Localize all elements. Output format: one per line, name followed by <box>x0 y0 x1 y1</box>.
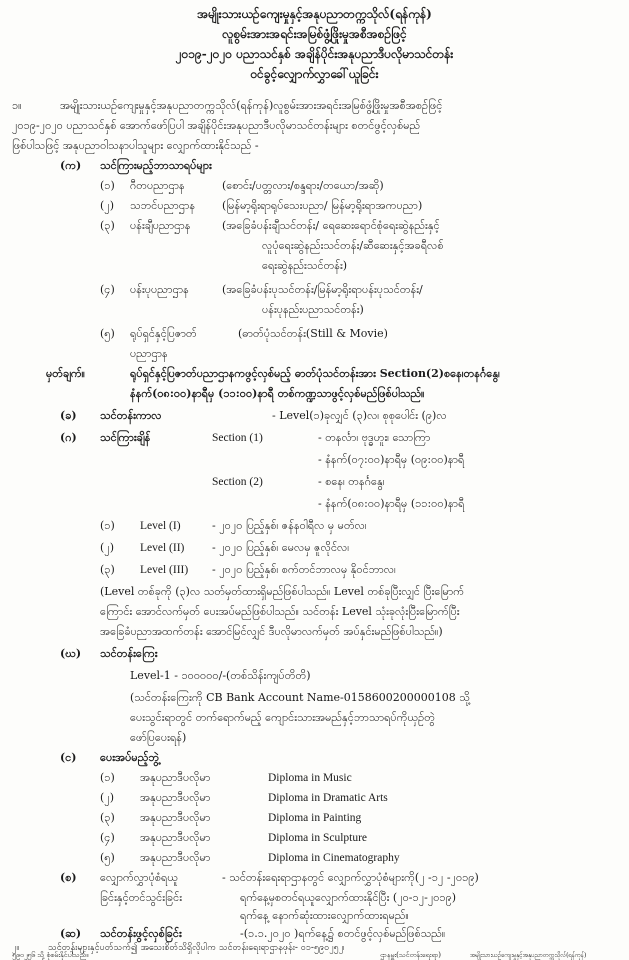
header-line-3: ၂၀၁၉-၂၀၂၀ ပညာသင်နှစ် အချိန်ပိုင်းအနုပညာဒီပလိုမာသင်တန်း <box>175 47 454 61</box>
subject-desc: (အခြေခံပန်းချီသင်တန်း/ ရေဆေးရောင်စုံရေးဆွဲနည်းနှင့် <box>222 219 440 232</box>
subject-desc: (ဓာတ်ပုံသင်တန်း(Still & Movie) <box>238 327 388 340</box>
section-gha-mark: (ဃ) <box>60 647 82 660</box>
course-start-date: -(၁.၁.၂၀၂၀ )ရက်နေ့၌ စတင်ဖွင့်လှစ်မည်ဖြစ်သည်။ <box>240 927 446 940</box>
header-line-2: လူစွမ်းအားအရင်းအမြစ်ဖွံ့ဖြိုးမှုအစီအစဉ်ဖြင့် <box>222 27 407 41</box>
section-2-time: - နံနက်(၀၈:၀၀)နာရီမှ (၁၁:၀၀)နာရီ <box>318 497 465 510</box>
subject-name: ဂီတပညာဌာန <box>130 179 185 192</box>
note-line-1: ရုပ်ရှင်နှင့်ပြဇာတ်ပညာဌာနကဖွင့်လှစ်မည့် ဓာတ်ပုံသင်တန်းအား Section(2)စနေ၊တနင်္ဂနွေ၊ <box>130 367 500 380</box>
section-2-label: Section (2) <box>212 476 263 488</box>
section-1-time: - နံနက်(၀၇:၀၀)နာရီမှ (၀၉:၀၀)နာရီ <box>318 453 465 466</box>
degree-en: Diploma in Painting <box>268 812 362 824</box>
header-line-1: အမျိုးသားယဉ်ကျေးမှုနှင့်အနုပညာတက္ကသိုလ်(ရန်ကုန်) <box>197 7 432 21</box>
section-ga-mark: (ဂ) <box>60 431 77 444</box>
fee-bank-line: (သင်တန်းကြေးကို CB Bank Account Name-0158600200000108 သို့ <box>130 691 470 704</box>
section-hsa-mark: (ဆ) <box>60 927 82 940</box>
section-ka-mark: (က) <box>60 159 82 172</box>
degree-number: (၂) <box>100 791 114 804</box>
degree-mm: အနုပညာဒီပလိုမာ <box>140 831 211 844</box>
subject-desc-cont: ရေးဆွဲနည်းသင်တန်း) <box>262 259 348 272</box>
application-line-1: - သင်တန်းရေးရာဌာနတွင် လျှောက်လွှာပုံစံများကို(၂ -၁၂ -၂၀၁၉) <box>222 871 479 884</box>
level-number: (၃) <box>100 563 115 576</box>
course-duration: - Level(၁)ခုလျှင် (၃)လ၊ စုစုပေါင်း (၉)လ <box>272 409 447 422</box>
subject-desc: (အခြေခံပန်းပုသင်တန်း/မြန်မာ့ရိုးရာပန်းပုသင်တန်း/ <box>222 283 423 296</box>
subject-number: (၁) <box>100 179 115 192</box>
degree-number: (၅) <box>100 851 115 864</box>
para2-line-1: သင်တန်းများနှင့်ပတ်သက်၍ အသေးစိတ်သိရှိလိုပါက သင်တန်းရေးရာဌာနဖုန်း- ၀၁-၅၉၀၂၅၂၊ <box>48 943 345 953</box>
section-sa-mark: (စ) <box>60 871 77 884</box>
subject-number: (၅) <box>100 327 115 340</box>
section-1-days: - တနင်္လာ၊ ဗုဒ္ဓဟူး၊ သောကြာ <box>318 431 431 444</box>
subject-name: ပန်းပုပညာဌာန <box>130 283 189 296</box>
intro-line-2: ၂၀၁၉-၂၀၂၀ ပညာသင်နှစ် အောက်ဖော်ပြပါ အချိန်ပိုင်းအနုပညာဒီပလိုမာသင်တန်းများ စတင်ဖွင့်လှစ်မည် <box>12 119 421 132</box>
subject-name-cont: ပညာဌာန <box>130 347 168 360</box>
subject-number: (၄) <box>100 283 115 296</box>
subject-desc: (မြန်မာ့ရိုးရာရုပ်သေးပညာ/ မြန်မာ့ရိုးရာအကပညာ) <box>222 199 423 212</box>
level-note-line-3: အခြေခံပညာအထက်တန်း အောင်မြင်လျှင် ဒီပလိုမာလက်မှတ် အပ်နှင်းမည်ဖြစ်ပါသည်။) <box>100 625 443 638</box>
signature-title: ဌာနမှူး(သင်တန်းရေးရာ) <box>380 951 441 959</box>
para2-line-2: ၅၉၀၂၅၆ သို့ စုံစမ်းနိုင်ပါသည်။ <box>12 951 89 959</box>
degree-mm: အနုပညာဒီပလိုမာ <box>140 811 211 824</box>
section-2-days: - စနေ၊ တနင်္ဂနွေ၊ <box>318 475 385 488</box>
application-title-1: လျှောက်လွှာပုံစံရယူ <box>100 871 179 884</box>
intro-line-3: ဖြစ်ပါသဖြင့် အနုပညာဝါသနာပါသူများ လျှောက်ထားနိုင်သည် - <box>12 139 259 152</box>
fee-amount: Level-1 - ၁၀၀၀၀၀/-(တစ်သိန်းကျပ်တိတိ) <box>130 669 311 682</box>
subject-name: သဘင်ပညာဌာန <box>130 199 196 212</box>
level-period: - ၂၀၂၀ ပြည့်နှစ်၊ ဇန်နဝါရီလ မှ မတ်လ၊ <box>212 519 367 532</box>
level-period: - ၂၀၂၀ ပြည့်နှစ်၊ မေလမှ ဇူလိုင်လ၊ <box>212 541 350 554</box>
level-note-line-1: (Level တစ်ခုကို (၃)လ သတ်မှတ်ထားရှိမည်ဖြစ်ပါသည်။ Level တစ်ခုပြီးလျှင် ပြီးမြောက် <box>100 585 465 598</box>
section-kha-mark: (ခ) <box>60 409 77 422</box>
degree-mm: အနုပညာဒီပလိုမာ <box>140 791 211 804</box>
application-title-2: ခြင်းနှင့်တင်သွင်းခြင်း <box>100 891 182 904</box>
subject-desc: (စောင်း/ပတ္တလား/စန္ဒရား/တယော/အဆို) <box>222 179 384 192</box>
subject-desc-cont: ပန်းပုနည်းပညာသင်တန်း) <box>262 303 364 316</box>
degree-number: (၃) <box>100 811 115 824</box>
level-note-line-2: ကြောင်း အောင်လက်မှတ် ပေးအပ်မည်ဖြစ်ပါသည်။ သင်တန်း Level သုံးခုလုံးပြီးမြောက်ပြီး <box>100 605 460 618</box>
degree-mm: အနုပညာဒီပလိုမာ <box>140 851 211 864</box>
level-label: Level (II) <box>140 542 185 554</box>
section-gha-title: သင်တန်းကြေး <box>100 647 158 660</box>
section-nga-mark: (င) <box>60 751 77 764</box>
section-ka-title: သင်ကြားမည့်ဘာသာရပ်များ <box>100 159 212 172</box>
section-hsa-title: သင်တန်းဖွင့်လှစ်ခြင်း <box>100 927 182 940</box>
signature-institution: အမျိုးသားယဉ်ကျေးမှုနှင့်အနုပညာတက္ကသိုလ်(ရန်ကုန်) <box>470 952 587 959</box>
fee-instruction-end: ဖော်ပြပေးရန်) <box>130 731 187 744</box>
section-kha-title: သင်တန်းကာလ <box>100 409 162 422</box>
level-label: Level (III) <box>140 564 189 576</box>
degree-number: (၄) <box>100 831 115 844</box>
subject-desc-cont: လူပုံရေးဆွဲနည်းသင်တန်း/ဆီဆေးနှင့်အခရီလစ် <box>262 239 444 252</box>
degree-en: Diploma in Sculpture <box>268 832 368 844</box>
note-label: မှတ်ချက်။ <box>46 367 86 380</box>
level-number: (၂) <box>100 541 114 554</box>
degree-en: Diploma in Cinematography <box>268 852 400 864</box>
degree-en: Diploma in Dramatic Arts <box>268 792 388 804</box>
application-line-2: ရက်နေ့မှစတင်ရယူလျှောက်ထားနိုင်ပြီး (၂၀-၁၂-၂၀၁၉) <box>240 891 457 904</box>
level-label: Level (I) <box>140 520 181 532</box>
note-line-2: နံနက်(၀၈:၀၀)နာရီမှ (၁၁:၀၀)နာရီ တစ်ကဏ္ဍသာဖွင့်လှစ်မည်ဖြစ်ပါသည်။ <box>130 387 425 400</box>
fee-instruction: ပေးသွင်းရာတွင် တက်ရောက်မည့် ကျောင်းသားအမည်နှင့်ဘာသာရပ်ကိုယှဉ်တွဲ <box>130 711 435 724</box>
para2-number: ၂။ <box>12 943 20 953</box>
intro-number: ၁။ <box>12 99 22 112</box>
application-line-3: ရက်နေ့ နောက်ဆုံးထားလျှောက်ထားရမည်။ <box>240 909 409 922</box>
subject-number: (၃) <box>100 219 115 232</box>
subject-name: ရုပ်ရှင်နှင့်ပြဇာတ် <box>130 327 197 340</box>
degree-en: Diploma in Music <box>268 772 352 784</box>
subject-name: ပန်းချီပညာဌာန <box>130 219 191 232</box>
section-1-label: Section (1) <box>212 432 263 444</box>
level-number: (၁) <box>100 519 115 532</box>
level-period: - ၂၀၂၀ ပြည့်နှစ်၊ စက်တင်ဘာလမှ နိုဝင်ဘာလ၊ <box>212 563 396 576</box>
subject-number: (၂) <box>100 199 114 212</box>
header-line-4: ဝင်ခွင့်လျှောက်လွှာခေါ်ယူခြင်း <box>250 67 379 81</box>
section-ga-title: သင်ကြားချိန် <box>100 431 151 444</box>
section-nga-title: ပေးအပ်မည့်ဘွဲ့ <box>100 751 159 764</box>
degree-number: (၁) <box>100 771 115 784</box>
intro-line-1: အမျိုးသားယဉ်ကျေးမှုနှင့်အနုပညာတက္ကသိုလ်(ရန်ကုန်)လူစွမ်းအားအရင်းအမြစ်ဖွံ့ဖြိုးမှုအစီအစဉ်ဖြင့် <box>60 99 443 112</box>
degree-mm: အနုပညာဒီပလိုမာ <box>140 771 211 784</box>
